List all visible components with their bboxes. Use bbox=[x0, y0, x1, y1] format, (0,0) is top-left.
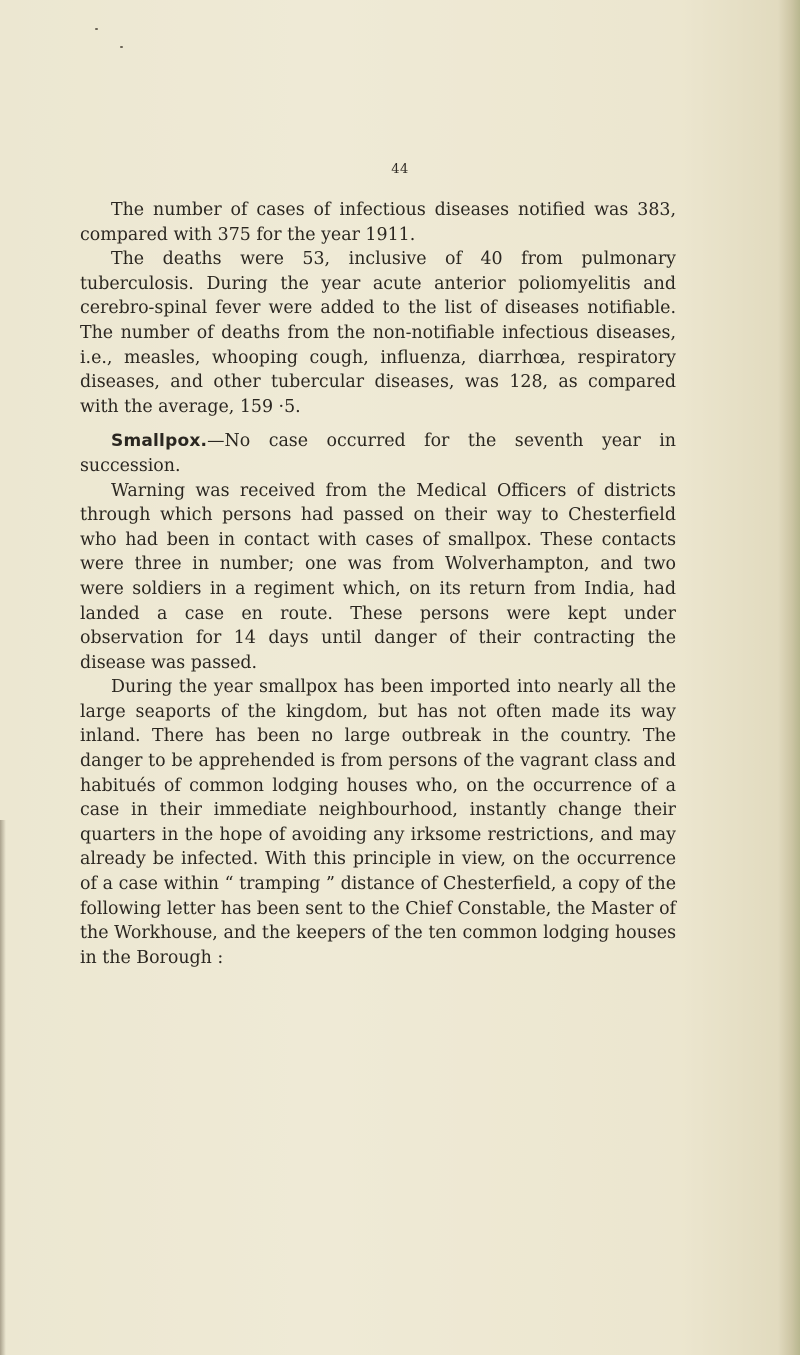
paper-speck bbox=[120, 46, 123, 48]
page-number: 44 bbox=[391, 162, 409, 177]
body-text bbox=[80, 198, 676, 970]
paragraph-smallpox-warning: Warning was received from the Medical Officers of districts through which persons had passed on their way to Chesterfield who had been in contact with cases of smallpox. These contacts were three in number; one was from Wolverhampton, and two were soldiers in a regiment which, on its return from India, had landed a case en route. These persons were kept under observation for 14 days until danger of their contracting the disease was passed. bbox=[80, 480, 676, 673]
smallpox-lead-text: —No case occurred for the seventh year in succession. bbox=[80, 431, 676, 476]
paper-speck bbox=[95, 28, 98, 30]
paragraph-smallpox-imported: During the year smallpox has been imported into nearly all the large seaports of the kingdom, but has not often made its way inland. There has been no large outbreak in the country. The danger to be apprehended is from persons of the vagrant class and habitués of common lodging houses who, on the occurrence of a case in their immediate neighbourhood, instantly change their quarters in the hope of avoiding any irksome restrictions, and may already be infected. With this principle in view, on the occurrence of a case within “ tramping ” distance of Chesterfield, a copy of the following letter has been sent to the Chief Constable, the Master of the Workhouse, and the keepers of the ten common lodging houses in the Borough : bbox=[80, 677, 676, 968]
page-edge-shadow bbox=[778, 0, 800, 1355]
section-heading-smallpox: Smallpox. bbox=[111, 431, 208, 452]
paragraph-smallpox-intro bbox=[80, 429, 676, 478]
page-binding-shadow bbox=[0, 820, 6, 1355]
paragraph-notifications: The number of cases of infectious diseases notified was 383, compared with 375 for the year 1911. bbox=[80, 200, 676, 245]
paragraph-deaths: The deaths were 53, inclusive of 40 from pulmonary tuberculosis. During the year acute anterior poliomyelitis and cerebro-spinal fever were added to the list of diseases notifiable. The number of deaths from the non-notifiable infectious diseases, i.e., measles, whooping cough, influenza, diarrhœa, respiratory diseases, and other tubercular diseases, was 128, as compared with the average, 159 ·5. bbox=[80, 249, 676, 417]
